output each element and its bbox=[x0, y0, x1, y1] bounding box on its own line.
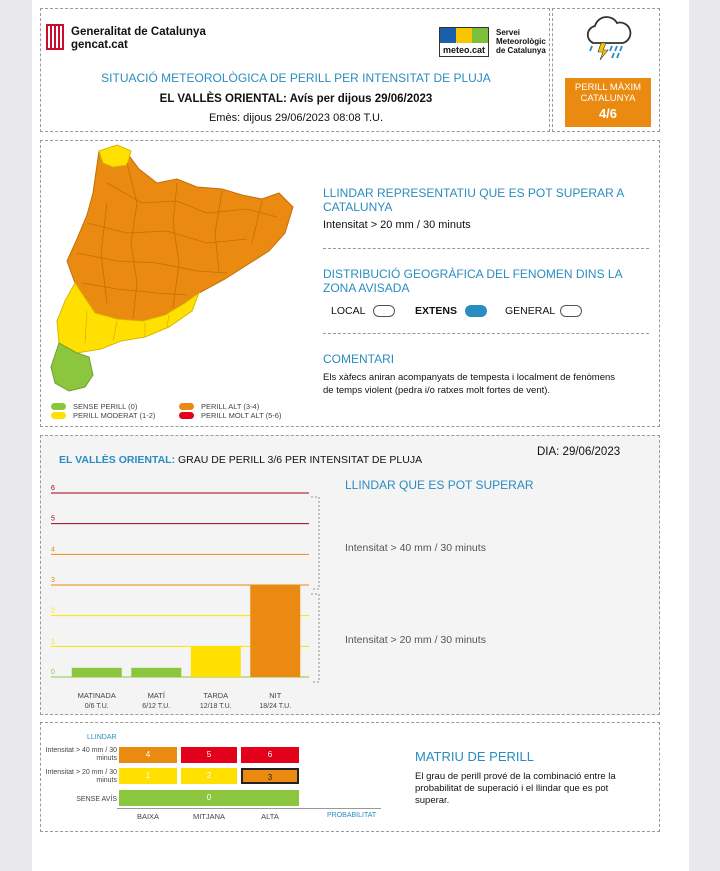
chart-y-tick: 1 bbox=[51, 638, 55, 646]
max-danger-label-1: PERILL MÀXIM bbox=[574, 82, 642, 93]
divider-2 bbox=[323, 333, 649, 334]
chart-bar bbox=[191, 646, 241, 677]
option-local-toggle bbox=[373, 305, 395, 317]
chart-heading-text: GRAU DE PERILL 3/6 PER INTENSITAT DE PLUJA bbox=[178, 454, 423, 466]
issued-time: Emès: dijous 29/06/2023 08:08 T.U. bbox=[208, 112, 384, 124]
matrix-row-label-40: Intensitat > 40 mm / 30 minuts bbox=[45, 747, 117, 763]
divider-1 bbox=[323, 248, 649, 249]
chart-y-tick: 0 bbox=[51, 669, 55, 676]
chart-y-tick: 2 bbox=[51, 607, 55, 615]
chart-region: EL VALLÈS ORIENTAL: bbox=[59, 454, 176, 466]
matrix-panel bbox=[40, 722, 660, 832]
chart-bar bbox=[250, 585, 300, 677]
chart-y-tick: 6 bbox=[51, 485, 55, 492]
legend-swatch-very-high bbox=[179, 412, 194, 419]
matrix-title: MATRIU DE PERILL bbox=[415, 749, 534, 764]
chart-x-label: MATÍ bbox=[147, 691, 165, 700]
chart-heading bbox=[59, 454, 422, 466]
threshold-lower: Intensitat > 20 mm / 30 minuts bbox=[345, 634, 486, 646]
warning-subtitle: EL VALLÈS ORIENTAL: Avís per dijous 29/06/2023 bbox=[159, 93, 433, 105]
max-danger-label-2: CATALUNYA bbox=[580, 93, 636, 104]
meteo-line-3: de Catalunya bbox=[496, 46, 546, 55]
chart-y-tick: 3 bbox=[51, 577, 55, 584]
chart-x-label: MATINADA bbox=[77, 691, 116, 700]
legend-label-high: PERILL ALT (3-4) bbox=[201, 402, 260, 411]
matrix-cell: 6 bbox=[241, 747, 299, 763]
matrix-cell: 2 bbox=[181, 768, 237, 784]
legend-swatch-none bbox=[51, 403, 66, 410]
legend-label-none: SENSE PERILL (0) bbox=[73, 402, 138, 411]
map-legend bbox=[51, 402, 351, 426]
option-local-label: LOCAL bbox=[331, 305, 366, 317]
legend-label-moderate: PERILL MODERAT (1-2) bbox=[73, 411, 156, 420]
matrix-text: El grau de perill prové de la combinació entre la probabilitat de superació i el llindar que es pot superar. bbox=[415, 771, 616, 806]
meteo-line-2: Meteorològic bbox=[496, 37, 546, 46]
legend-swatch-moderate bbox=[51, 412, 66, 419]
bulletin-sheet bbox=[32, 0, 689, 871]
comment-title: COMENTARI bbox=[323, 352, 395, 366]
danger-chart bbox=[41, 476, 333, 716]
matrix-col-label-low: BAIXA bbox=[136, 812, 160, 821]
matrix-col-label-mid: MITJANA bbox=[192, 812, 226, 821]
meteo-service-name bbox=[496, 28, 546, 55]
matrix-cell: 5 bbox=[181, 747, 237, 763]
header-panel bbox=[40, 8, 550, 132]
matrix-cell-current: 3 bbox=[241, 768, 299, 784]
matrix-cell: 4 bbox=[119, 747, 177, 763]
option-general-toggle bbox=[560, 305, 582, 317]
chart-bar bbox=[72, 668, 122, 677]
legend-swatch-high bbox=[179, 403, 194, 410]
chart-x-range: 0/6 T.U. bbox=[84, 703, 109, 710]
page-title: SITUACIÓ METEOROLÒGICA DE PERILL PER INTENSITAT DE PLUJA bbox=[101, 71, 491, 85]
meteocat-logo-text: meteo.cat bbox=[442, 45, 486, 55]
matrix-cell-none: 0 bbox=[119, 790, 299, 806]
chart-x-range: 12/18 T.U. bbox=[199, 703, 232, 710]
chart-date: DIA: 29/06/2023 bbox=[537, 446, 621, 458]
matrix-col-label-high: ALTA bbox=[261, 812, 279, 821]
option-extens-label: EXTENS bbox=[415, 305, 458, 317]
chart-x-range: 18/24 T.U. bbox=[259, 703, 292, 710]
chart-x-label: NIT bbox=[269, 691, 282, 700]
matrix-axis-y-title: LLINDAR bbox=[87, 734, 117, 741]
max-danger-value: 4/6 bbox=[598, 106, 618, 121]
chart-x-range: 6/12 T.U. bbox=[142, 703, 171, 710]
government-name: Generalitat de Catalunya bbox=[71, 26, 206, 38]
government-site: gencat.cat bbox=[71, 39, 128, 51]
meteocat-logo bbox=[439, 27, 489, 57]
matrix-axis-line bbox=[117, 808, 381, 809]
threshold-title: LLINDAR REPRESENTATIU QUE ES POT SUPERAR A CATALUNYA bbox=[323, 186, 624, 214]
catalonia-map bbox=[47, 143, 307, 395]
distribution-options bbox=[331, 305, 641, 319]
meteo-line-1: Servei bbox=[496, 28, 521, 37]
chart-bar bbox=[131, 668, 181, 677]
legend-label-very-high: PERILL MOLT ALT (5-6) bbox=[201, 411, 282, 420]
chart-x-label: TARDA bbox=[203, 691, 229, 700]
chart-panel bbox=[40, 435, 660, 715]
distribution-title: DISTRIBUCIÓ GEOGRÀFICA DEL FENOMEN DINS LA ZONA AVISADA bbox=[323, 267, 622, 295]
option-extens-toggle bbox=[465, 305, 487, 317]
matrix-row-label-none: SENSE AVÍS bbox=[76, 796, 117, 803]
comment-text: Els xàfecs aniran acompanyats de tempesta i localment de fenòmens de temps violent (pedra i/o ratxes molt fortes de vent). bbox=[323, 372, 616, 396]
matrix-axis-x-title: PROBABILITAT bbox=[327, 812, 377, 819]
threshold-text: Intensitat > 20 mm / 30 minuts bbox=[323, 219, 471, 231]
map-panel bbox=[40, 140, 660, 427]
chart-y-tick: 5 bbox=[51, 515, 55, 523]
chart-threshold-title: LLINDAR QUE ES POT SUPERAR bbox=[345, 478, 534, 492]
max-danger-badge bbox=[565, 78, 651, 127]
threshold-bracket bbox=[311, 494, 325, 694]
max-danger-panel bbox=[552, 8, 660, 132]
threshold-upper: Intensitat > 40 mm / 30 minuts bbox=[345, 542, 486, 554]
option-general-label: GENERAL bbox=[505, 305, 556, 317]
generalitat-logo-icon bbox=[46, 24, 64, 50]
matrix-row-label-20: Intensitat > 20 mm / 30 minuts bbox=[45, 769, 117, 785]
matrix-cell: 1 bbox=[119, 768, 177, 784]
thunderstorm-rain-icon bbox=[581, 15, 635, 61]
chart-y-tick: 4 bbox=[51, 546, 55, 554]
